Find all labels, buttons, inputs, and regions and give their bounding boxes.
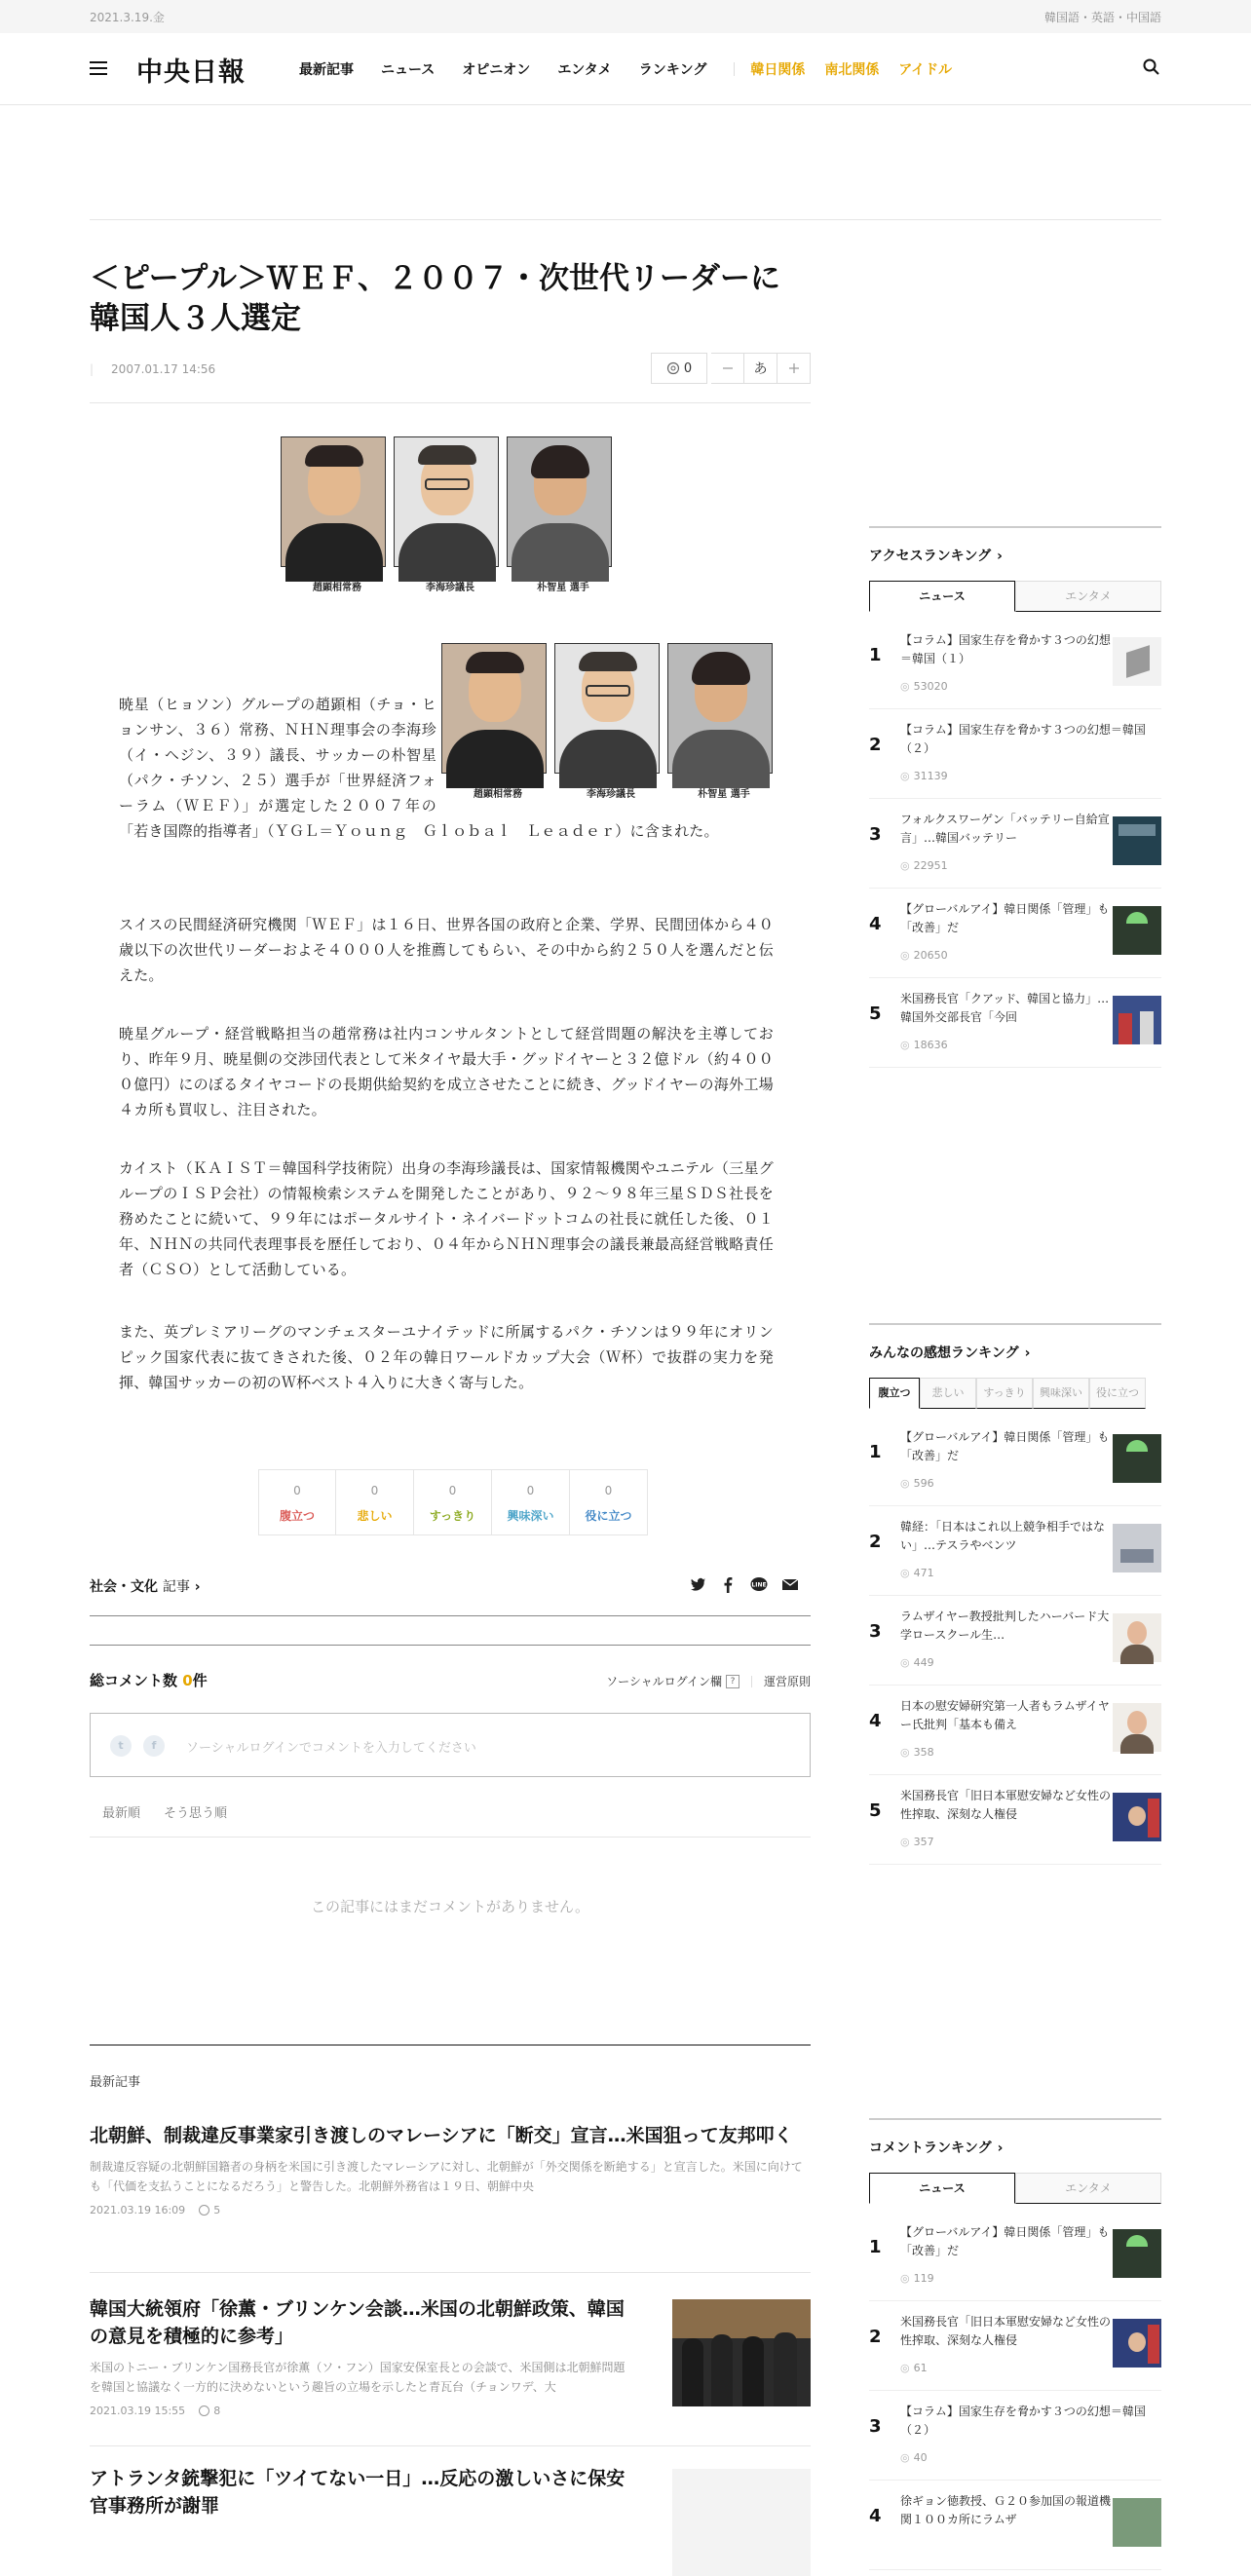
ranking-item[interactable]: 4 徐ギョン徳教授、Ｇ２０参加国の報道機関１００カ所にラムザ bbox=[869, 2481, 1161, 2570]
ranking-item[interactable]: 3 フォルクスワーゲン「バッテリー自給宣言」…韓国バッテリー ◎ 22951 bbox=[869, 799, 1161, 889]
latest-article-summary: 米国のトニー・ブリンケン国務長官が徐薫（ソ・フン）国家安保室長との会談で、米国側は北朝鮮問題を韓国と協議なく一方的に決めないという趣旨の立場を示したと青瓦台（チョンワデ、大 bbox=[90, 2361, 626, 2394]
no-comments-message: この記事にはまだコメントがありません。 bbox=[311, 1898, 589, 1915]
photo-caption: 趙顕相常務 bbox=[313, 583, 361, 593]
article-thumbnail[interactable] bbox=[672, 2469, 811, 2576]
font-size-label: あ bbox=[744, 353, 777, 384]
tab-helpful[interactable]: 役に立つ bbox=[1089, 1378, 1146, 1409]
facebook-icon[interactable] bbox=[720, 1576, 737, 1593]
divider bbox=[90, 1645, 811, 1646]
plus-icon bbox=[788, 362, 800, 374]
ranking-thumbnail bbox=[1113, 1524, 1161, 1572]
reaction-helpful[interactable]: 0 役に立つ bbox=[570, 1469, 648, 1535]
chevron-right-icon: › bbox=[194, 1579, 201, 1595]
font-increase-button[interactable] bbox=[777, 353, 811, 384]
ranking-item[interactable]: 4 【グローバルアイ】韓日関係「管理」も「改善」だ ◎ 20650 bbox=[869, 889, 1161, 978]
nav-korea-japan[interactable]: 韓日関係 bbox=[750, 62, 806, 78]
photo-caption: 趙顕相常務 bbox=[474, 789, 522, 800]
comment-ranking-tabs bbox=[869, 2173, 1161, 2204]
tab-news[interactable]: ニュース bbox=[869, 581, 1015, 612]
language-links[interactable]: 韓国語・英語・中国語 bbox=[1043, 11, 1161, 24]
line-icon[interactable] bbox=[750, 1576, 768, 1593]
comment-icon bbox=[199, 2205, 209, 2216]
article-headline bbox=[90, 259, 811, 339]
ranking-item[interactable]: 5 米国務長官「旧日本軍慰安婦など女性の性搾取、深刻な人権侵 ◎ 357 bbox=[869, 1775, 1161, 1865]
ranking-thumbnail bbox=[1113, 1613, 1161, 1662]
ranking-item[interactable]: 2 韓経：「日本はこれ以上競争相手ではない」…テスラやベンツ ◎ 471 bbox=[869, 1506, 1161, 1596]
reaction-interesting[interactable]: 0 興味深い bbox=[492, 1469, 570, 1535]
divider bbox=[751, 1676, 752, 1687]
comment-ranking bbox=[869, 2118, 1161, 2570]
latest-article-title[interactable]: 北朝鮮、制裁違反事業家引き渡しのマレーシアに「断交」宣言…米国狙って友邦叩く bbox=[90, 2125, 793, 2146]
ranking-item[interactable]: 1 【グローバルアイ】韓日関係「管理」も「改善」だ ◎ 596 bbox=[869, 1417, 1161, 1506]
ranking-thumbnail bbox=[1113, 2229, 1161, 2278]
tab-entertainment[interactable]: エンタメ bbox=[1015, 2173, 1161, 2204]
latest-article[interactable] bbox=[90, 2465, 811, 2519]
access-ranking-tabs bbox=[869, 581, 1161, 612]
photo-caption: 李海珍議長 bbox=[426, 583, 474, 593]
article-paragraph-3: 暁星グループ・経営戦略担当の趙常務は社内コンサルタントとして経営問題の解決を主導しており、昨年９月、暁星側の交渉団代表として米タイヤ最大手・グッドイヤーと３２億ドル（約４０００億円）にのぼるタイヤコードの長期供給契約を成立させたことに続き、グッドイヤーの海外工場４カ所も買収し、注目された。 bbox=[119, 1025, 774, 1118]
ranking-item[interactable]: 2 米国務長官「旧日本軍慰安婦など女性の性搾取、深刻な人権侵 ◎ 61 bbox=[869, 2301, 1161, 2391]
ranking-thumbnail bbox=[1113, 2319, 1161, 2368]
headline-line-2: 韓国人３人選定 bbox=[90, 301, 301, 336]
nav-news[interactable]: ニュース bbox=[381, 62, 436, 78]
portrait-photo bbox=[281, 436, 386, 567]
latest-label: 最新記事 bbox=[90, 2075, 141, 2090]
feelings-ranking-tabs bbox=[869, 1378, 1161, 1409]
comment-ranking-title[interactable]: コメントランキング › bbox=[869, 2138, 1161, 2157]
ranking-item[interactable]: 4 日本の慰安婦研究第一人者もラムザイヤー氏批判「基本も備え ◎ 358 bbox=[869, 1686, 1161, 1775]
nav-latest[interactable]: 最新記事 bbox=[299, 62, 354, 78]
comment-sort bbox=[102, 1802, 227, 1821]
ranking-thumbnail bbox=[1113, 2498, 1161, 2547]
social-login-link[interactable]: ソーシャルログイン欄 bbox=[606, 1675, 722, 1688]
latest-article-meta: 2021.03.19 16:09 5 bbox=[90, 2204, 221, 2216]
ranking-item[interactable]: 5 米国務長官「クアッド、韓国と協力」…韓国外交部長官「今回 ◎ 18636 bbox=[869, 978, 1161, 1068]
divider bbox=[90, 2272, 811, 2273]
ranking-thumbnail bbox=[1113, 1793, 1161, 1841]
reaction-sad[interactable]: 0 悲しい bbox=[336, 1469, 414, 1535]
facebook-login-icon[interactable]: f bbox=[143, 1735, 165, 1757]
article-meta bbox=[90, 353, 811, 403]
article-paragraph-5: また、英プレミアリーグのマンチェスターユナイテッドに所属するパク・チソンは９９年にオリンピック国家代表に抜てきされた後、０２年の韓日ワールドカップ大会（Ｗ杯）で抜群の実力を発揮、韓国サッカーの初のＷ杯ベスト４入りに大きく寄与した。 bbox=[119, 1323, 774, 1391]
divider bbox=[90, 1615, 811, 1616]
reaction-angry[interactable]: 0 腹立つ bbox=[258, 1469, 336, 1535]
ranking-item[interactable]: 3 【コラム】国家生存を脅かす３つの幻想＝韓国（２） ◎ 40 bbox=[869, 2391, 1161, 2481]
article-tools bbox=[651, 353, 811, 384]
photo-caption: 朴智星 選手 bbox=[698, 789, 750, 800]
latest-article-title[interactable]: アトランタ銃撃犯に「ツイてない一日」…反応の激しいさに保安官事務所が謝罪 bbox=[90, 2468, 626, 2517]
photo-caption: 李海珍議長 bbox=[587, 789, 635, 800]
feelings-ranking-title[interactable]: みんなの感想ランキング › bbox=[869, 1343, 1161, 1362]
photo-caption: 朴智星 選手 bbox=[537, 583, 589, 593]
article-paragraph-2: スイスの民間経済研究機関「ＷＥＦ」は１６日、世界各国の政府と企業、学界、民間団体から４０歳以下の次世代リーダーおよそ４０００人を推薦してもらい、その中から約２５０人を選んだと伝えた。 bbox=[119, 916, 774, 984]
top-strip bbox=[0, 0, 1251, 33]
main-nav bbox=[299, 59, 971, 79]
ranking-item[interactable]: 1 【コラム】国家生存を脅かす３つの幻想＝韓国（１） ◎ 53020 bbox=[869, 620, 1161, 709]
twitter-login-icon[interactable]: t bbox=[110, 1735, 132, 1757]
ranking-thumbnail bbox=[1113, 637, 1161, 686]
portrait-photo bbox=[394, 436, 499, 567]
reaction-buttons bbox=[258, 1469, 648, 1535]
latest-article-meta: 2021.03.19 15:55 8 bbox=[90, 2405, 221, 2417]
nav-opinion[interactable]: オピニオン bbox=[462, 62, 531, 78]
site-logo[interactable]: 中央日報 bbox=[136, 57, 246, 88]
article-paragraph-1: 暁星（ヒョソン）グループの趙顕相（チョ・ヒョンサン、３６）常務、ＮＨＮ理事会の李海珍（イ・ヘジン、３９）議長、サッカーの朴智星（パク・チソン、２５）選手が「世界経済フォーラム（ＷＥＦ）」が選定した２００７年の「若き国際的指導者」（ＹＧＬ＝Ｙｏｕｎｇ Ｇｌｏｂａｌ Ｌｅａｄｅｒ）に含まれた。 bbox=[119, 696, 719, 840]
article-thumbnail[interactable] bbox=[672, 2299, 811, 2406]
section-link[interactable]: 社会・文化 記事 › bbox=[90, 1579, 201, 1595]
divider bbox=[90, 2044, 811, 2046]
nav-ranking[interactable]: ランキング bbox=[638, 62, 707, 78]
nav-idol[interactable]: アイドル bbox=[898, 62, 953, 78]
menu-icon[interactable] bbox=[90, 61, 107, 75]
comment-links bbox=[606, 1673, 811, 1689]
reaction-refreshed[interactable]: 0 すっきり bbox=[414, 1469, 492, 1535]
sort-agree[interactable]: そう思う順 bbox=[164, 1806, 228, 1821]
latest-article[interactable] bbox=[90, 2295, 811, 2417]
feelings-ranking bbox=[869, 1323, 1161, 1865]
photo-group-top bbox=[281, 436, 620, 567]
access-ranking bbox=[869, 526, 1161, 1068]
ranking-item[interactable]: 3 ラムザイヤー教授批判したハーバード大学ロースクール生… ◎ 449 bbox=[869, 1596, 1161, 1686]
sort-latest[interactable]: 最新順 bbox=[102, 1806, 141, 1821]
comment-count: 0 bbox=[683, 360, 693, 376]
site-header bbox=[0, 33, 1251, 105]
ranking-item[interactable]: 2 【コラム】国家生存を脅かす３つの幻想＝韓国（２） ◎ 31139 bbox=[869, 709, 1161, 799]
latest-article[interactable] bbox=[90, 2122, 811, 2216]
headline-line-1: ＜ピープル＞ＷＥＦ、２００７・次世代リーダーに bbox=[90, 261, 780, 296]
article-date: | 2007.01.17 14:56 bbox=[99, 362, 215, 376]
tab-interesting[interactable]: 興味深い bbox=[1033, 1378, 1089, 1409]
font-decrease-button[interactable] bbox=[711, 353, 744, 384]
ranking-thumbnail bbox=[1113, 1434, 1161, 1483]
comments-title: 総コメント数 0件 bbox=[90, 1672, 208, 1689]
ranking-item[interactable]: 1 【グローバルアイ】韓日関係「管理」も「改善」だ ◎ 119 bbox=[869, 2212, 1161, 2301]
comment-icon bbox=[199, 2406, 209, 2416]
ranking-thumbnail bbox=[1113, 816, 1161, 865]
twitter-icon[interactable] bbox=[690, 1576, 706, 1593]
divider bbox=[90, 2445, 811, 2446]
ranking-thumbnail bbox=[1113, 906, 1161, 955]
comment-icon bbox=[666, 361, 680, 375]
nav-divider bbox=[734, 62, 735, 76]
tab-angry[interactable]: 腹立つ bbox=[869, 1378, 920, 1409]
tab-refreshed[interactable]: すっきり bbox=[976, 1378, 1033, 1409]
ranking-thumbnail bbox=[1113, 1703, 1161, 1752]
portrait-photo bbox=[507, 436, 612, 567]
policy-link[interactable]: 運営原則 bbox=[763, 1675, 811, 1688]
comment-input-box[interactable] bbox=[90, 1713, 811, 1777]
comment-count-button[interactable] bbox=[651, 353, 707, 384]
comments-total-count: 0 bbox=[182, 1672, 193, 1689]
comment-placeholder: ソーシャルログインでコメントを入力してください bbox=[186, 1741, 476, 1756]
article-paragraph-4: カイスト（ＫＡＩＳＴ＝韓国科学技術院）出身の李海珍議長は、国家情報機関やユニテル（三星グループのＩＳＰ会社）の情報検索システムを開発したことがあり、９２～９８年三星ＳＤＳ社長を務めたことに続いて、９９年にはポータルサイト・ネイバードットコムの社長に就任した後、０１年、ＮＨＮの共同代表理事長を歴任しており、０４年からＮＨＮ理事会の議長兼最高経営戦略責任者（ＣＳＯ）として活動している。 bbox=[119, 1159, 774, 1278]
current-date: 2021.3.19.金 bbox=[90, 11, 165, 24]
ranking-thumbnail bbox=[1113, 996, 1161, 1044]
tab-sad[interactable]: 悲しい bbox=[920, 1378, 976, 1409]
tab-entertainment[interactable]: エンタメ bbox=[1015, 581, 1161, 612]
share-buttons bbox=[690, 1576, 799, 1593]
nav-north-south[interactable]: 南北関係 bbox=[824, 62, 880, 78]
access-ranking-title[interactable]: アクセスランキング › bbox=[869, 546, 1161, 565]
search-icon[interactable] bbox=[1143, 58, 1159, 75]
latest-article-title[interactable]: 韓国大統領府「徐薫・ブリンケン会談…米国の北朝鮮政策、韓国の意見を積極的に参考」 bbox=[90, 2298, 625, 2347]
svg-text:LINE: LINE bbox=[751, 1581, 767, 1589]
latest-article-summary: 制裁違反容疑の北朝鮮国籍者の身柄を米国に引き渡したマレーシアに対し、北朝鮮が「外交関係を断絶する」と宣言した。米国に向けても「代価を支払うことになるだろう」と警告した。北朝鮮外務省は１９日、朝鮮中央 bbox=[90, 2160, 803, 2193]
tab-news[interactable]: ニュース bbox=[869, 2173, 1015, 2204]
ad-banner-area bbox=[90, 105, 1161, 220]
help-icon[interactable]: ? bbox=[726, 1675, 739, 1688]
nav-entertainment[interactable]: エンタメ bbox=[557, 62, 612, 78]
minus-icon bbox=[722, 362, 734, 374]
mail-icon[interactable] bbox=[781, 1576, 799, 1593]
